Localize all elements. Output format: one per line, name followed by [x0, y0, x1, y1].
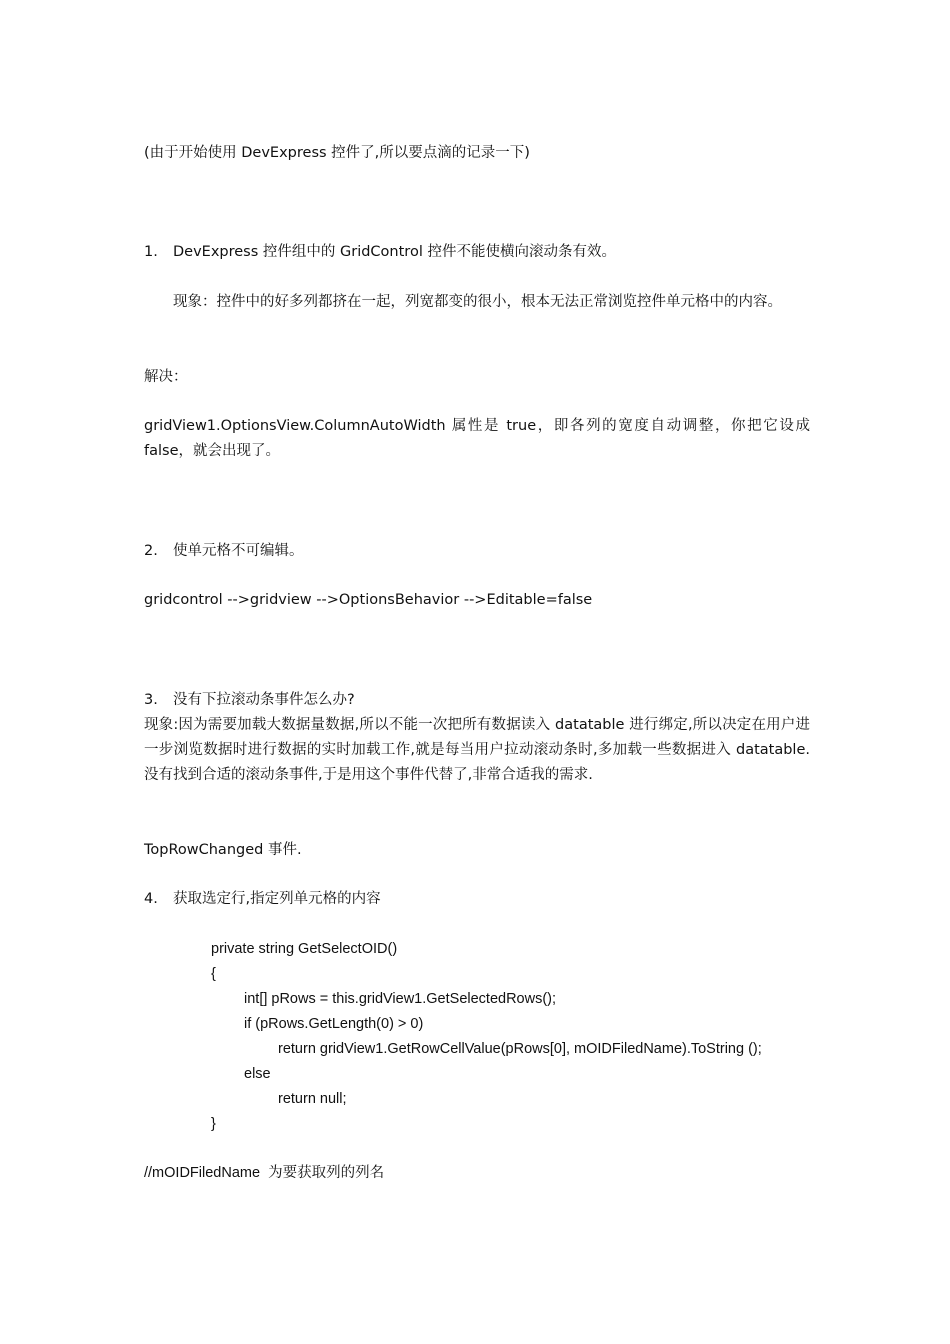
code-line-2: {	[211, 966, 216, 982]
code-line-6: else	[244, 1066, 271, 1082]
section-1-number: 1.	[144, 244, 158, 260]
section-2-title: 使单元格不可编辑。	[173, 543, 304, 559]
code-comment: //mOIDFiledName 为要获取列的列名	[144, 1165, 385, 1181]
section-4-title: 获取选定行,指定列单元格的内容	[173, 891, 381, 907]
code-line-7: return null;	[278, 1091, 347, 1107]
section-3-heading	[144, 688, 810, 713]
code-line-4: if (pRows.GetLength(0) > 0)	[244, 1016, 424, 1032]
section-4-heading	[144, 887, 810, 912]
code-line-8: }	[211, 1116, 216, 1132]
section-1-heading	[144, 240, 810, 265]
code-line-5: return gridView1.GetRowCellValue(pRows[0], mOIDFiledName).ToString ();	[278, 1041, 762, 1057]
section-4-number: 4.	[144, 891, 158, 907]
section-1-solution: gridView1.OptionsView.ColumnAutoWidth 属性是 true，即各列的宽度自动调整，你把它设成 false，就会出现了。	[144, 418, 810, 459]
section-3-event: TopRowChanged 事件.	[144, 842, 302, 858]
section-2-number: 2.	[144, 543, 158, 559]
section-2-path: gridcontrol -->gridview -->OptionsBehavior -->Editable=false	[144, 592, 593, 608]
section-1-solution-label: 解决：	[144, 369, 188, 385]
section-3-title: 没有下拉滚动条事件怎么办?	[173, 692, 355, 708]
section-1-title: DevExpress 控件组中的 GridControl 控件不能使横向滚动条有效。	[173, 244, 616, 260]
section-1-phenomenon: 现象：控件中的好多列都挤在一起，列宽都变的很小，根本无法正常浏览控件单元格中的内容。	[173, 294, 782, 310]
code-line-3: int[] pRows = this.gridView1.GetSelectedRows();	[244, 991, 557, 1007]
intro-text: (由于开始使用 DevExpress 控件了,所以要点滴的记录一下)	[144, 145, 530, 161]
section-3-number: 3.	[144, 692, 158, 708]
section-3-phenomenon: 现象:因为需要加载大数据量数据,所以不能一次把所有数据读入 datatable 进行绑定,所以决定在用户进一步浏览数据时进行数据的实时加载工作,就是每当用户拉动滚动条时,多加载一些数据进入 datatable.没有找到合适的滚动条事件,于是用这个事件代替了,非常合适我的需求.	[144, 717, 810, 783]
code-line-1: private string GetSelectOID()	[211, 941, 398, 957]
section-2-heading	[144, 539, 810, 564]
